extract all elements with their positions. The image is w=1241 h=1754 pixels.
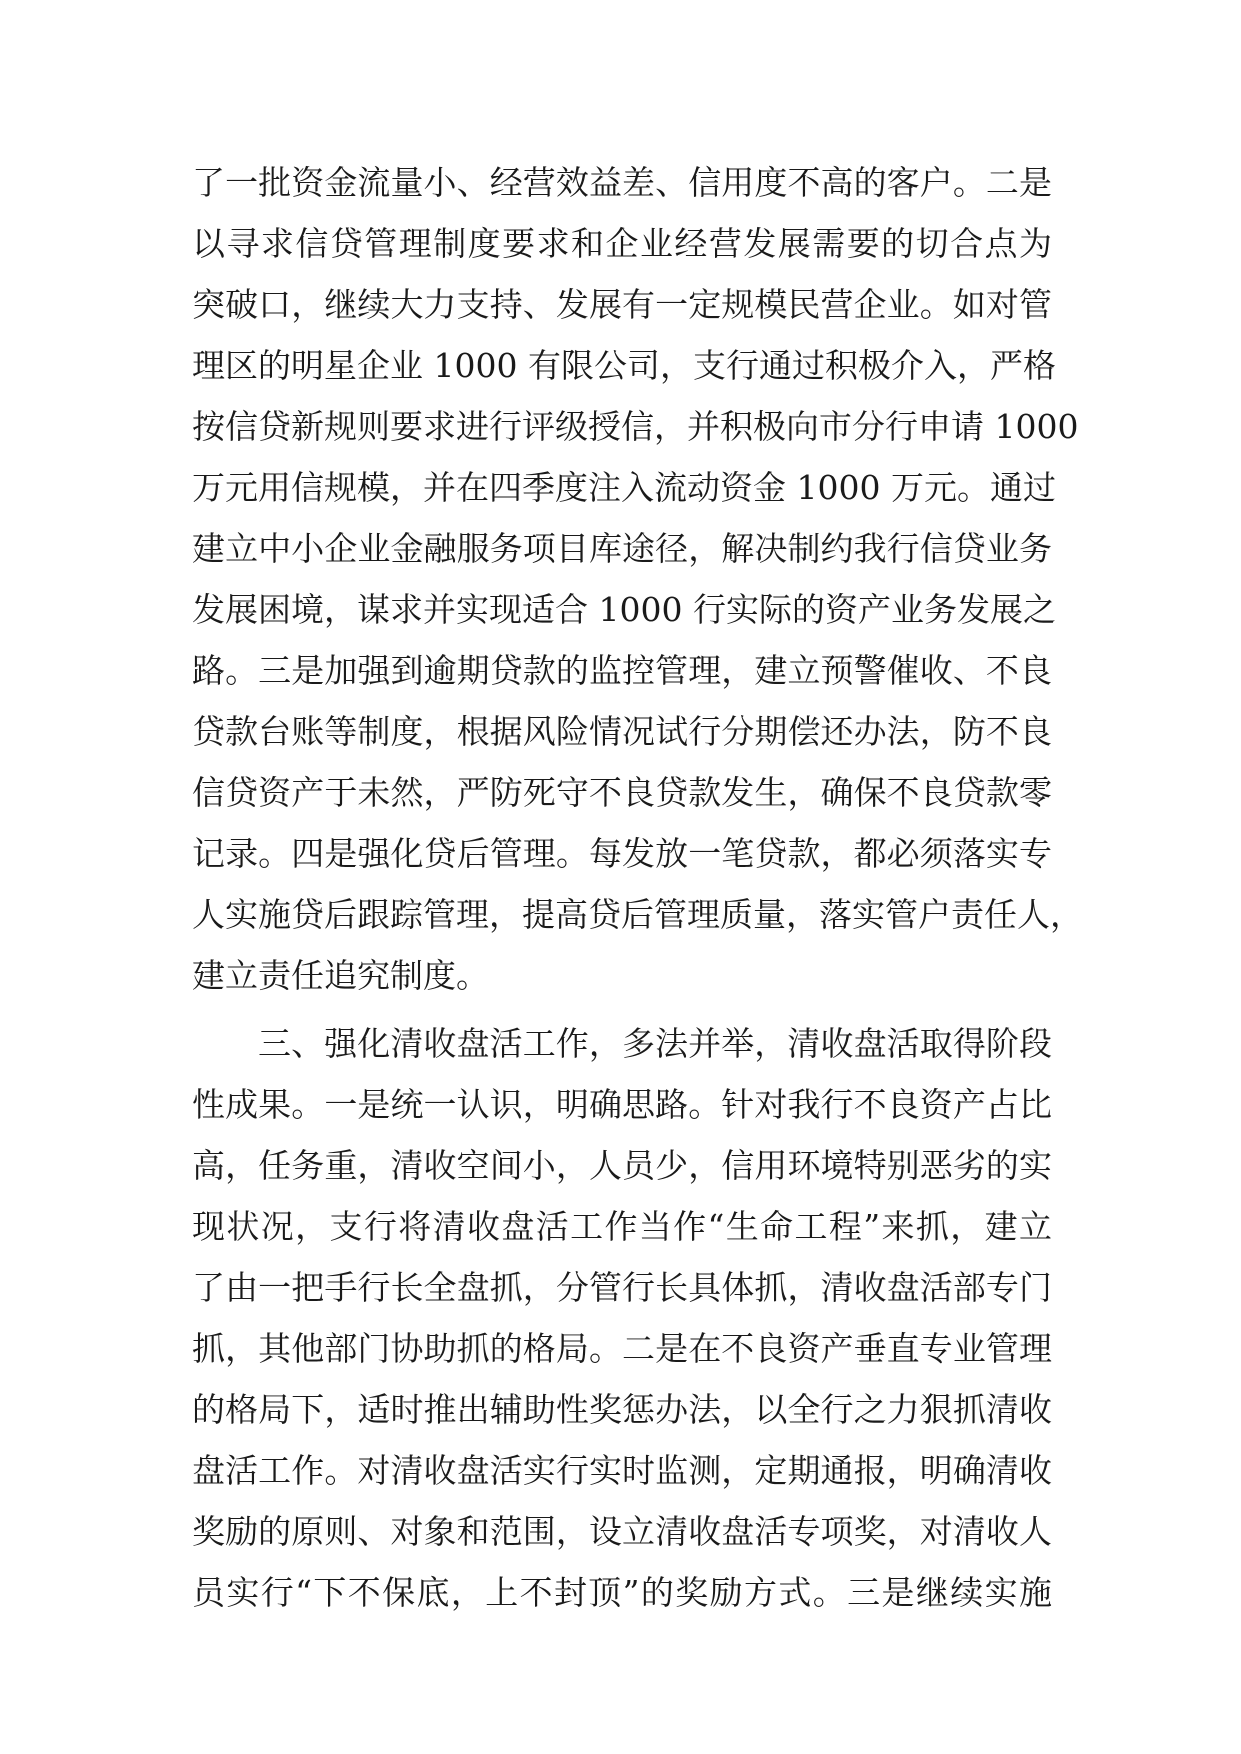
text-line: 现状况，支行将清收盘活工作当作“生命工程”来抓，建立 [192,1207,1052,1246]
text-line: 按信贷新规则要求进行评级授信，并积极向市分行申请 1000 [192,407,1079,446]
text-line: 信贷资产于未然，严防死守不良贷款发生，确保不良贷款零 [192,773,1052,812]
paragraph-1 [192,152,1083,1006]
paragraph-2 [192,1013,1052,1623]
text-line: 突破口，继续大力支持、发展有一定规模民营企业。如对管 [192,285,1052,324]
text-line: 记录。四是强化贷后管理。每发放一笔贷款，都必须落实专 [192,834,1052,873]
text-line: 性成果。一是统一认识，明确思路。针对我行不良资产占比 [192,1085,1052,1124]
text-line: 万元用信规模，并在四季度注入流动资金 1000 万元。通过 [192,468,1056,507]
text-line: 发展困境，谋求并实现适合 1000 行实际的资产业务发展之 [192,590,1056,629]
text-line: 了一批资金流量小、经营效益差、信用度不高的客户。二是 [192,163,1052,202]
text-line: 了由一把手行长全盘抓，分管行长具体抓，清收盘活部专门 [192,1268,1052,1307]
text-line: 的格局下，适时推出辅助性奖惩办法，以全行之力狠抓清收 [192,1390,1052,1429]
text-line: 路。三是加强到逾期贷款的监控管理，建立预警催收、不良 [192,651,1052,690]
paragraph-gap [192,1006,1052,1013]
text-line: 建立责任追究制度。 [192,956,489,995]
text-line: 员实行“下不保底，上不封顶”的奖励方式。三是继续实施 [192,1573,1052,1612]
text-line: 盘活工作。对清收盘活实行实时监测，定期通报，明确清收 [192,1451,1052,1490]
text-line: 三、强化清收盘活工作，多法并举，清收盘活取得阶段 [258,1024,1052,1063]
text-line: 抓，其他部门协助抓的格局。二是在不良资产垂直专业管理 [192,1329,1052,1368]
text-line: 以寻求信贷管理制度要求和企业经营发展需要的切合点为 [192,224,1052,263]
text-line: 建立中小企业金融服务项目库途径，解决制约我行信贷业务 [192,529,1052,568]
text-line: 奖励的原则、对象和范围，设立清收盘活专项奖，对清收人 [192,1512,1052,1551]
text-line: 人实施贷后跟踪管理，提高贷后管理质量，落实管户责任人， [192,895,1083,934]
text-line: 理区的明星企业 1000 有限公司，支行通过积极介入，严格 [192,346,1056,385]
text-line: 高，任务重，清收空间小，人员少，信用环境特别恶劣的实 [192,1146,1052,1185]
body-text [192,152,1083,1623]
text-line: 贷款台账等制度，根据风险情况试行分期偿还办法，防不良 [192,712,1052,751]
